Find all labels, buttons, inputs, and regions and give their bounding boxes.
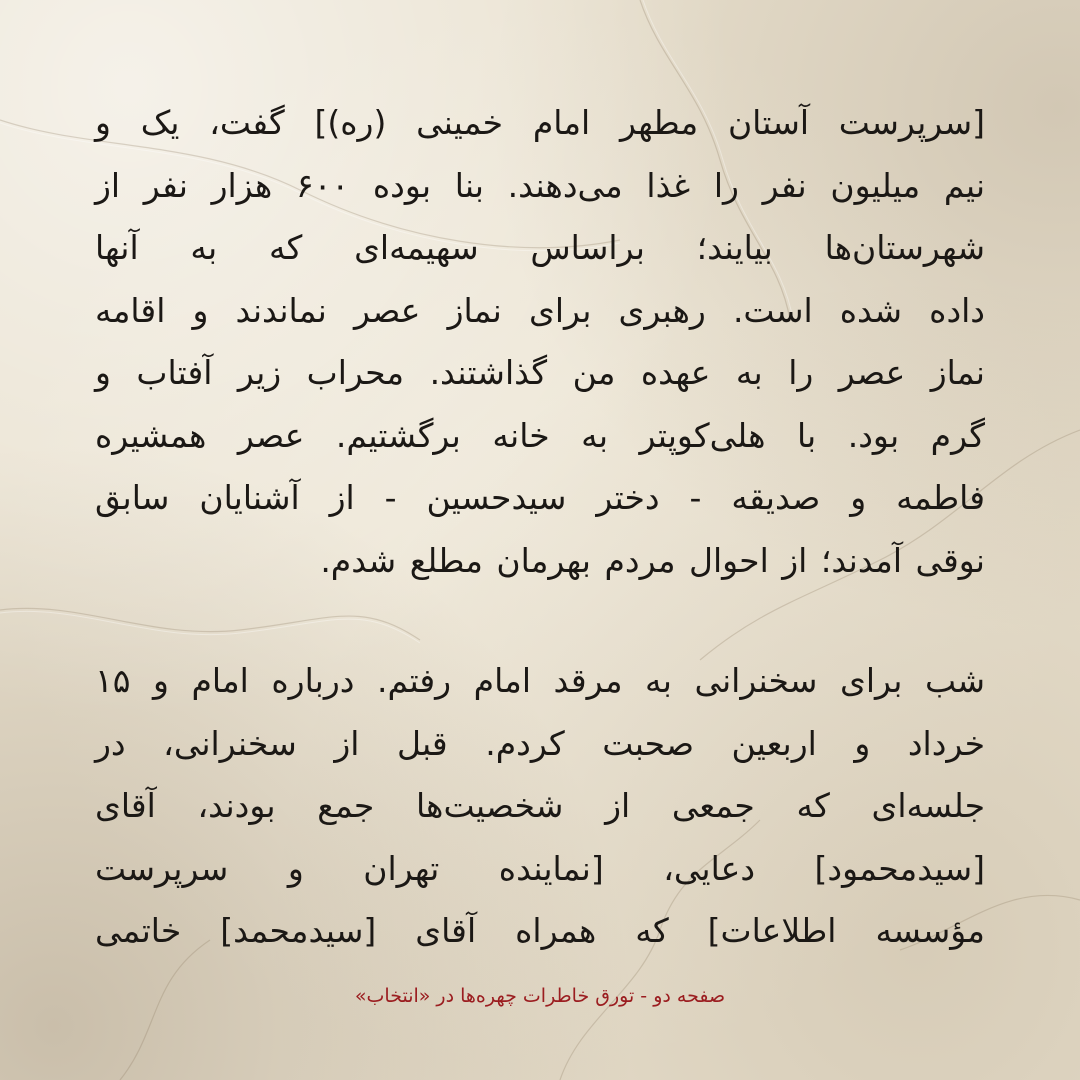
memoir-page-text bbox=[95, 92, 985, 963]
text-line: داده شده است. رهبری برای نماز عصر نماندند و اقامه bbox=[95, 290, 985, 330]
text-line: گرم بود. با هلی‌کوپتر به خانه برگشتیم. عصر همشیره bbox=[95, 415, 985, 455]
text-line: شهرستان‌ها بیایند؛ براساس سهیمه‌ای که به آنها bbox=[95, 228, 985, 267]
text-line: [سیدمحمود] دعایی، [نماینده تهران و سرپرست bbox=[95, 848, 985, 888]
text-line: نماز عصر را به عهده من گذاشتند. محراب زیر آفتاب و bbox=[95, 353, 985, 392]
text-line: مؤسسه اطلاعات] که همراه آقای [سیدمحمد] خاتمی bbox=[95, 911, 985, 950]
paragraph-2 bbox=[95, 650, 985, 963]
text-line: نوقی آمدند؛ از احوال مردم بهرمان مطلع شدم. bbox=[320, 540, 985, 580]
source-caption: صفحه دو - تورق خاطرات چهره‌ها در «انتخاب» bbox=[354, 985, 726, 1007]
text-line: نیم میلیون نفر را غذا می‌دهند. بنا بوده ۶۰۰ هزار نفر از bbox=[95, 165, 985, 205]
paragraph-1 bbox=[95, 92, 985, 592]
text-line: شب برای سخنرانی به مرقد امام رفتم. درباره امام و ۱۵ bbox=[95, 661, 985, 700]
text-line: خرداد و اربعین صحبت کردم. قبل از سخنرانی، در bbox=[95, 723, 985, 763]
text-line: فاطمه و صدیقه - دختر سیدحسین - از آشنایان سابق bbox=[95, 478, 985, 517]
text-line: [سرپرست آستان مطهر امام خمینی (ره)] گفت، یک و bbox=[95, 103, 985, 142]
text-line: جلسه‌ای که جمعی از شخصیت‌ها جمع بودند، آقای bbox=[95, 786, 985, 825]
